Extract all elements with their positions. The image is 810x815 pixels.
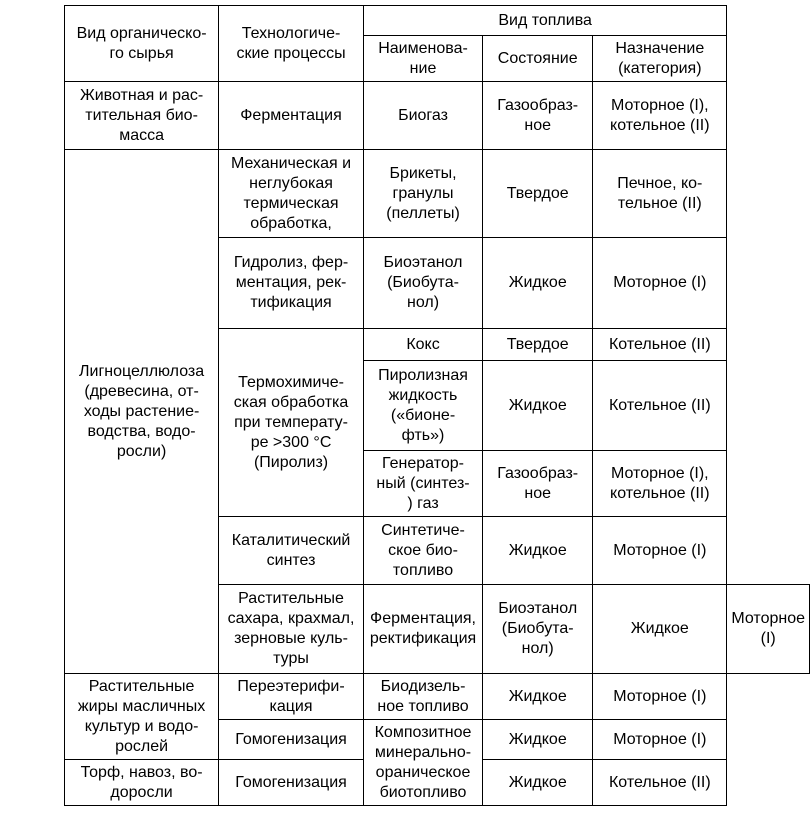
cell-fuel-name: Синтетиче- ское био- топливо <box>363 517 482 585</box>
cell-fuel-name: Биоэтанол (Биобута- нол) <box>363 238 482 329</box>
cell-fuel-purpose: Моторное (I) <box>593 720 727 760</box>
cell-fuel-state: Газообраз- ное <box>483 82 593 150</box>
cell-fuel-name: Биогаз <box>363 82 482 150</box>
cell-raw: Торф, навоз, во- доросли <box>65 760 219 806</box>
cell-fuel-purpose: Моторное (I), котельное (II) <box>593 82 727 150</box>
cell-process: Гомогенизация <box>219 720 364 760</box>
cell-fuel-purpose: Моторное (I) <box>593 517 727 585</box>
cell-process: Каталитический синтез <box>219 517 364 585</box>
cell-fuel-purpose: Моторное (I) <box>593 674 727 720</box>
cell-process: Ферментация <box>219 82 364 150</box>
header-fuel-type: Вид топлива <box>363 6 726 36</box>
header-fuel-state: Состояние <box>483 36 593 82</box>
cell-process: Термохимиче- ская обработка при температу- ре >300 °С (Пиролиз) <box>219 329 364 517</box>
header-fuel-name: Наименова- ние <box>363 36 482 82</box>
cell-fuel-state: Жидкое <box>593 585 727 674</box>
cell-process: Гидролиз, фер- ментация, рек- тификация <box>219 238 364 329</box>
cell-fuel-state: Жидкое <box>483 517 593 585</box>
cell-fuel-state: Жидкое <box>483 238 593 329</box>
table-row <box>65 82 810 150</box>
table-row <box>65 674 810 720</box>
cell-fuel-state: Твердое <box>483 329 593 361</box>
cell-fuel-purpose: Котельное (II) <box>593 760 727 806</box>
cell-process: Гомогенизация <box>219 760 364 806</box>
cell-fuel-state: Жидкое <box>483 720 593 760</box>
cell-fuel-purpose: Моторное (I), котельное (II) <box>593 451 727 517</box>
cell-process: Ферментация, ректификация <box>363 585 482 674</box>
cell-fuel-state: Жидкое <box>483 674 593 720</box>
cell-fuel-purpose: Моторное (I) <box>727 585 810 674</box>
cell-fuel-name: Биодизель- ное топливо <box>363 674 482 720</box>
fuel-classification-table <box>64 5 810 806</box>
cell-raw: Растительные жиры масличных культур и водо- рослей <box>65 674 219 760</box>
cell-raw: Животная и рас- тительная био- масса <box>65 82 219 150</box>
cell-fuel-name: Пиролизная жидкость («бионе- фть») <box>363 361 482 451</box>
cell-fuel-name: Генератор- ный (синтез- ) газ <box>363 451 482 517</box>
header-processes: Технологиче- ские процессы <box>219 6 364 82</box>
cell-fuel-purpose: Котельное (II) <box>593 329 727 361</box>
cell-fuel-name: Кокс <box>363 329 482 361</box>
header-raw-material: Вид органическо- го сырья <box>65 6 219 82</box>
cell-fuel-state: Твердое <box>483 150 593 238</box>
cell-fuel-purpose: Моторное (I) <box>593 238 727 329</box>
cell-fuel-name: Брикеты, гранулы (пеллеты) <box>363 150 482 238</box>
cell-fuel-purpose: Котельное (II) <box>593 361 727 451</box>
cell-raw: Лигноцеллюлоза (древесина, от- ходы растение- водства, водо- росли) <box>65 150 219 674</box>
cell-fuel-state: Газообраз- ное <box>483 451 593 517</box>
table-row <box>65 150 810 238</box>
cell-raw: Растительные сахара, крахмал, зерновые куль- туры <box>219 585 364 674</box>
cell-fuel-state: Жидкое <box>483 361 593 451</box>
cell-fuel-name: Биоэтанол (Биобута- нол) <box>483 585 593 674</box>
cell-fuel-state: Жидкое <box>483 760 593 806</box>
cell-process: Переэтерифи- кация <box>219 674 364 720</box>
cell-fuel-name: Композитное минерально- ораническое биотопливо <box>363 720 482 806</box>
cell-fuel-purpose: Печное, ко- тельное (II) <box>593 150 727 238</box>
header-fuel-purpose: Назначение (категория) <box>593 36 727 82</box>
cell-process: Механическая и неглубокая термическая обработка, <box>219 150 364 238</box>
